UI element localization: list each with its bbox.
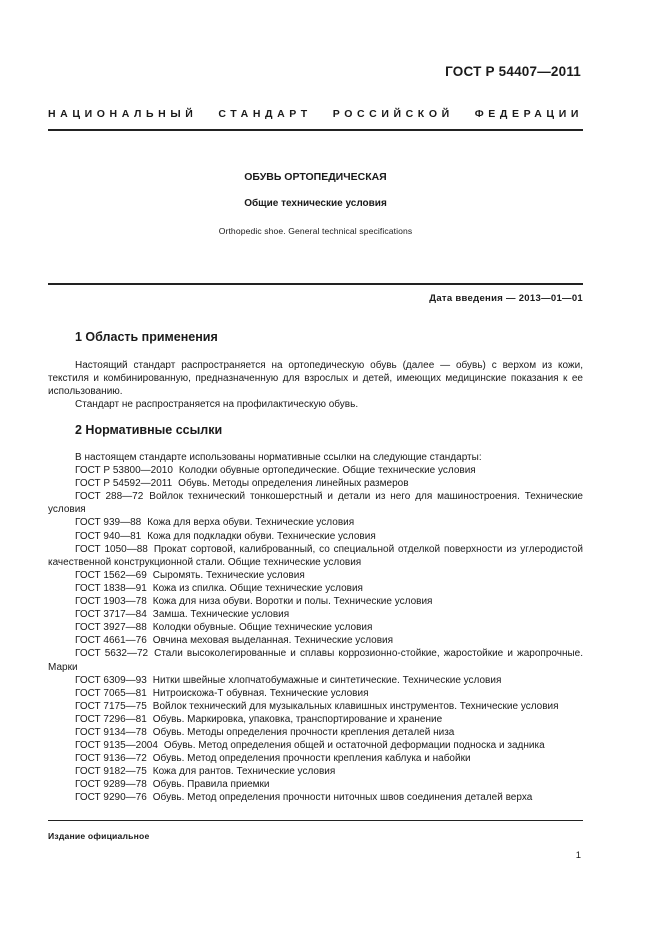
reference-item bbox=[48, 647, 583, 673]
reference-code: ГОСТ 9182—75 bbox=[75, 766, 147, 778]
reference-item bbox=[48, 700, 583, 713]
reference-code: ГОСТ 9290—76 bbox=[75, 792, 147, 804]
reference-item bbox=[48, 634, 583, 647]
section-2-heading: 2 Нормативные ссылки bbox=[75, 423, 223, 437]
reference-item bbox=[48, 791, 583, 804]
normative-references-list bbox=[48, 451, 583, 805]
reference-title: Обувь. Маркировка, упаковка, транспортирование и хранение bbox=[152, 713, 443, 725]
reference-code: ГОСТ 9135—2004 bbox=[75, 740, 158, 752]
introduction-date: Дата введения — 2013—01—01 bbox=[429, 293, 583, 304]
reference-title: Кожа для верха обуви. Технические условия bbox=[147, 517, 355, 529]
document-title: ОБУВЬ ОРТОПЕДИЧЕСКАЯ bbox=[244, 171, 387, 183]
reference-item bbox=[48, 778, 583, 791]
edition-note: Издание официальное bbox=[48, 831, 150, 841]
reference-code: ГОСТ 7065—81 bbox=[75, 687, 147, 699]
reference-code: ГОСТ 5632—72 bbox=[75, 648, 149, 660]
reference-title: Колодки обувные ортопедические. Общие технические условия bbox=[178, 465, 476, 477]
reference-item bbox=[48, 739, 583, 752]
reference-title: Обувь. Метод определения общей и остаточной деформации подноска и задника bbox=[163, 740, 545, 752]
reference-code: ГОСТ 1562—69 bbox=[75, 569, 147, 581]
reference-code: ГОСТ 288—72 bbox=[75, 491, 144, 503]
reference-code: ГОСТ 940—81 bbox=[75, 530, 142, 542]
reference-item bbox=[48, 687, 583, 700]
reference-title: Обувь. Методы определения линейных размеров bbox=[178, 478, 409, 490]
reference-title: Нитки швейные хлопчатобумажные и синтетические. Технические условия bbox=[152, 674, 502, 686]
reference-item bbox=[48, 477, 583, 490]
reference-item bbox=[48, 543, 583, 569]
reference-code: ГОСТ Р 54592—2011 bbox=[75, 478, 173, 490]
reference-item bbox=[48, 569, 583, 582]
reference-item bbox=[48, 621, 583, 634]
reference-item bbox=[48, 752, 583, 765]
reference-item bbox=[48, 765, 583, 778]
footer-rule bbox=[48, 820, 583, 821]
reference-title: Стали высоколегированные и сплавы коррозионно-стойкие, жаростойкие и жаропрочные. Марки bbox=[48, 648, 583, 673]
reference-item bbox=[48, 713, 583, 726]
header-rule bbox=[48, 129, 583, 131]
title-rule bbox=[48, 283, 583, 285]
reference-title: Замша. Технические условия bbox=[152, 609, 290, 621]
reference-title: Колодки обувные. Общие технические условия bbox=[152, 622, 373, 634]
section-1-body bbox=[48, 359, 583, 411]
reference-title: Кожа для низа обуви. Воротки и полы. Технические условия bbox=[152, 596, 433, 608]
section-1-paragraph: Настоящий стандарт распространяется на ортопедическую обувь (далее — обувь) с верхом из кожи, текстиля и комбинированную, предназначенную для взрослых и детей, имеющих медицинские показания к ее использованию. bbox=[48, 360, 583, 398]
reference-code: ГОСТ 1903—78 bbox=[75, 596, 147, 608]
reference-title: Войлок технический для музыкальных клавишных инструментов. Технические условия bbox=[152, 700, 559, 712]
reference-code: ГОСТ 3717—84 bbox=[75, 609, 147, 621]
reference-item bbox=[48, 582, 583, 595]
reference-title: Кожа для рантов. Технические условия bbox=[152, 766, 336, 778]
reference-code: ГОСТ 9289—78 bbox=[75, 779, 147, 791]
national-standard-banner: НАЦИОНАЛЬНЫЙ СТАНДАРТ РОССИЙСКОЙ ФЕДЕРАЦИИ bbox=[48, 108, 583, 120]
reference-code: ГОСТ 939—88 bbox=[75, 517, 142, 529]
reference-code: ГОСТ 4661—76 bbox=[75, 635, 147, 647]
reference-item bbox=[48, 595, 583, 608]
reference-item bbox=[48, 516, 583, 529]
reference-item bbox=[48, 490, 583, 516]
reference-title: Обувь. Правила приемки bbox=[152, 779, 270, 791]
reference-code: ГОСТ 6309—93 bbox=[75, 674, 147, 686]
reference-title: Нитроискожа-Т обувная. Технические условия bbox=[152, 687, 369, 699]
document-subtitle: Общие технические условия bbox=[244, 198, 387, 209]
reference-item bbox=[48, 674, 583, 687]
reference-code: ГОСТ 9134—78 bbox=[75, 726, 147, 738]
reference-code: ГОСТ 7296—81 bbox=[75, 713, 147, 725]
reference-title: Обувь. Методы определения прочности крепления деталей низа bbox=[152, 726, 455, 738]
reference-code: ГОСТ 9136—72 bbox=[75, 753, 147, 765]
section-1-paragraph: Стандарт не распространяется на профилактическую обувь. bbox=[75, 399, 359, 411]
reference-item bbox=[48, 726, 583, 739]
reference-item bbox=[48, 608, 583, 621]
reference-title: Обувь. Метод определения прочности крепления каблука и набойки bbox=[152, 753, 471, 765]
reference-code: ГОСТ 3927—88 bbox=[75, 622, 147, 634]
reference-title: Овчина меховая выделанная. Технические условия bbox=[152, 635, 394, 647]
reference-code: ГОСТ 7175—75 bbox=[75, 700, 147, 712]
reference-title: Кожа из спилка. Общие технические условия bbox=[152, 582, 363, 594]
reference-code: ГОСТ 1838—91 bbox=[75, 582, 147, 594]
reference-title: Войлок технический тонкошерстный и детали из него для машиностроения. Технические условия bbox=[48, 491, 583, 516]
reference-title: Сыромять. Технические условия bbox=[152, 569, 305, 581]
reference-code: ГОСТ 1050—88 bbox=[75, 543, 148, 555]
document-title-english: Orthopedic shoe. General technical specifications bbox=[218, 226, 413, 236]
reference-code: ГОСТ Р 53800—2010 bbox=[75, 465, 173, 477]
reference-item bbox=[48, 464, 583, 477]
document-number: ГОСТ Р 54407—2011 bbox=[445, 64, 581, 79]
references-intro: В настоящем стандарте использованы нормативные ссылки на следующие стандарты: bbox=[75, 452, 482, 463]
page-number: 1 bbox=[575, 850, 581, 861]
section-1-heading: 1 Область применения bbox=[75, 330, 218, 344]
reference-title: Обувь. Метод определения прочности ниточных швов соединения деталей верха bbox=[152, 792, 533, 804]
reference-title: Прокат сортовой, калиброванный, со специальной отделкой поверхности из углеродистой качественной конструкционной стали. Общие технические условия bbox=[48, 543, 584, 568]
reference-title: Кожа для подкладки обуви. Технические условия bbox=[147, 530, 376, 542]
reference-item bbox=[48, 530, 583, 543]
